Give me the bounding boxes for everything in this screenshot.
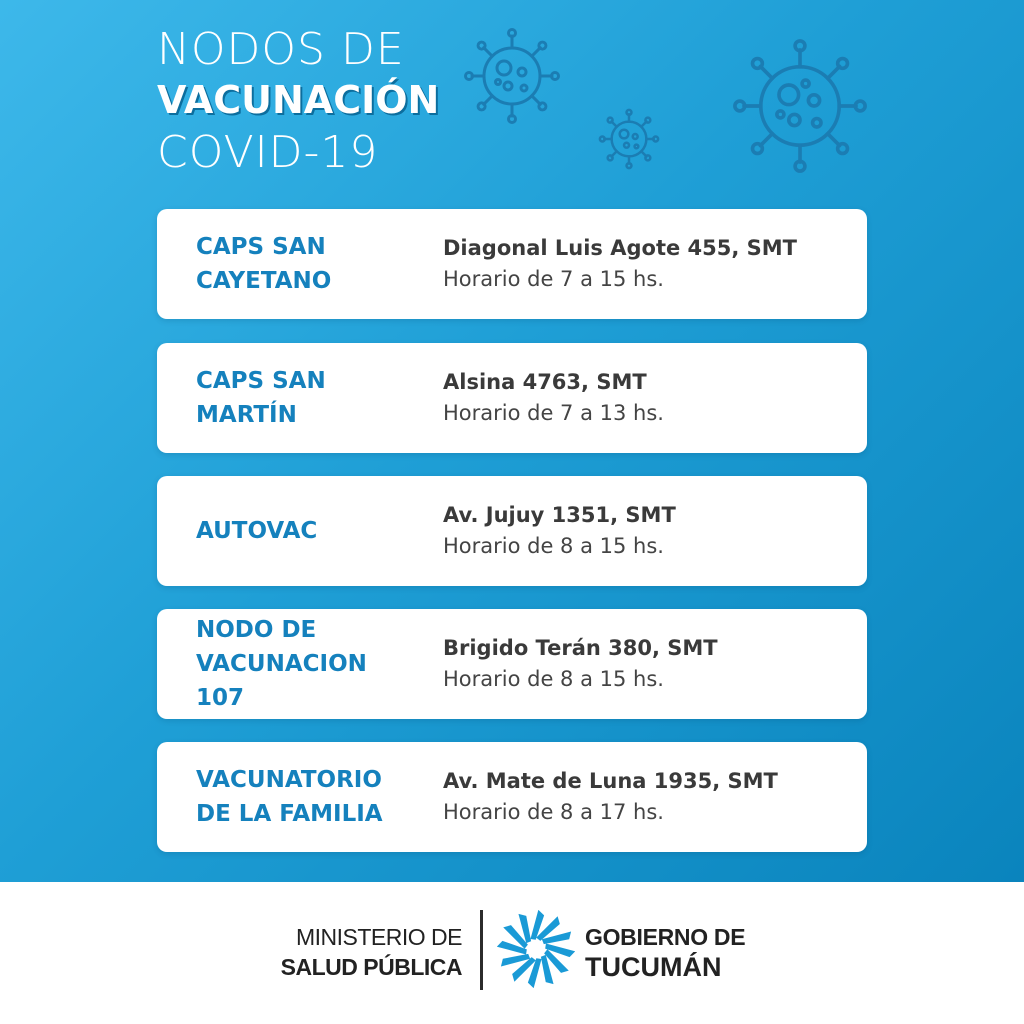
tucuman-logo-icon (497, 910, 575, 988)
node-info (443, 343, 853, 453)
divider (480, 910, 483, 990)
node-name (196, 343, 426, 453)
virus-icon (462, 26, 562, 126)
government-line-1: GOBIERNO DE (585, 924, 746, 950)
virus-icon (598, 108, 660, 170)
node-name (196, 609, 426, 719)
node-info (443, 476, 853, 586)
node-name (196, 476, 426, 586)
ministry-logo-text (250, 922, 462, 982)
page-title (157, 24, 439, 182)
title-line-2: VACUNACIÓN (157, 78, 440, 122)
node-address: Alsina 4763, SMT (443, 370, 647, 394)
ministry-line-2: SALUD PÚBLICA (280, 954, 462, 980)
node-hours: Horario de 7 a 13 hs. (443, 401, 664, 425)
node-name-line: DE LA FAMILIA (196, 801, 383, 827)
virus-icon (730, 36, 870, 176)
node-card (157, 476, 867, 586)
node-address: Av. Mate de Luna 1935, SMT (443, 769, 778, 793)
node-name-line: AUTOVAC (196, 518, 318, 544)
node-card (157, 609, 867, 719)
node-address: Av. Jujuy 1351, SMT (443, 503, 676, 527)
node-name-line: CAPS SAN (196, 368, 326, 394)
node-card (157, 343, 867, 453)
title-line-3: COVID-19 (157, 127, 379, 178)
footer (0, 882, 1024, 1024)
node-name-line: 107 (196, 685, 245, 711)
node-hours: Horario de 7 a 15 hs. (443, 267, 664, 291)
node-hours: Horario de 8 a 17 hs. (443, 800, 664, 824)
node-name-line: MARTÍN (196, 402, 297, 428)
node-name (196, 209, 426, 319)
node-name-line: NODO DE (196, 617, 317, 643)
node-name-line: VACUNATORIO (196, 767, 382, 793)
node-info (443, 209, 853, 319)
node-address: Brigido Terán 380, SMT (443, 636, 718, 660)
node-name-line: CAYETANO (196, 268, 332, 294)
node-name (196, 742, 426, 852)
government-logo-text (585, 922, 745, 982)
node-address: Diagonal Luis Agote 455, SMT (443, 236, 798, 260)
node-info (443, 742, 853, 852)
node-info (443, 609, 853, 719)
title-line-1: NODOS DE (157, 24, 405, 75)
node-name-line: CAPS SAN (196, 234, 326, 260)
node-name-line: VACUNACION (196, 651, 367, 677)
node-hours: Horario de 8 a 15 hs. (443, 534, 664, 558)
node-hours: Horario de 8 a 15 hs. (443, 667, 664, 691)
government-line-2: TUCUMÁN (585, 952, 722, 982)
node-card (157, 209, 867, 319)
ministry-line-1: MINISTERIO DE (295, 924, 462, 950)
node-card (157, 742, 867, 852)
